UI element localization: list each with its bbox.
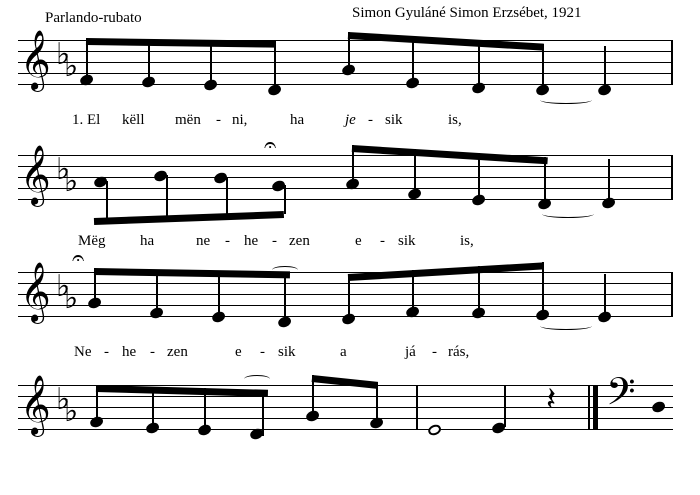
lyric-syllable: Mëg xyxy=(78,233,106,249)
barline-final-thin xyxy=(588,385,590,430)
lyric-syllable: sik xyxy=(385,112,403,128)
key-signature-flat-2: ♭ xyxy=(64,164,79,199)
lyric-syllable: is, xyxy=(460,233,474,249)
staff-lines-4 xyxy=(18,382,673,433)
lyric-syllable: ni, xyxy=(232,112,248,128)
lyric-hyphen: - xyxy=(272,233,277,249)
barline-measure xyxy=(416,385,418,430)
lyric-hyphen: - xyxy=(380,233,385,249)
phrase-slur xyxy=(244,375,270,383)
key-signature-flat-1: ♭ xyxy=(56,269,71,304)
key-signature-flat-1: ♭ xyxy=(56,152,71,187)
staff-lines-1 xyxy=(18,37,673,88)
lyric-syllable: rás, xyxy=(448,344,470,360)
stem xyxy=(274,42,276,90)
slur xyxy=(540,96,592,104)
stem xyxy=(226,177,228,216)
slur xyxy=(542,210,594,218)
key-signature-flat-2: ♭ xyxy=(64,281,79,316)
lyric-syllable: he xyxy=(122,344,137,360)
key-signature-flat-1: ♭ xyxy=(56,37,71,72)
lyric-hyphen: - xyxy=(225,233,230,249)
lyric-syllable: e xyxy=(235,344,242,360)
lyric-syllable: já xyxy=(405,344,416,360)
slur xyxy=(540,322,592,330)
barline-end-2 xyxy=(671,155,673,200)
stem xyxy=(542,262,544,315)
lyric-hyphen: - xyxy=(260,344,265,360)
fermata-icon: 𝄐 xyxy=(72,246,85,271)
staff-system-2 xyxy=(0,133,700,265)
lyric-syllable: ha xyxy=(140,233,155,249)
stem xyxy=(218,272,220,317)
lyric-hyphen: - xyxy=(104,344,109,360)
lyric-syllable: zen xyxy=(289,233,310,249)
lyric-syllable: ha xyxy=(290,112,305,128)
stem xyxy=(284,185,286,214)
fermata-icon: 𝄐 xyxy=(264,133,277,158)
staff-lines-3 xyxy=(18,269,673,320)
lyric-syllable: he xyxy=(244,233,259,249)
lyric-syllable: je xyxy=(345,112,356,128)
lyric-syllable: e xyxy=(355,233,362,249)
stem xyxy=(542,44,544,90)
stem xyxy=(166,175,168,218)
stem xyxy=(284,274,286,322)
staff-lines-2 xyxy=(18,152,673,203)
lyric-syllable: ne xyxy=(196,233,211,249)
beam-1 xyxy=(94,211,284,224)
lyric-hyphen: - xyxy=(150,344,155,360)
key-signature-flat-2: ♭ xyxy=(64,49,79,84)
lyric-hyphen: - xyxy=(368,112,373,128)
barline-end-1 xyxy=(671,40,673,85)
key-signature-flat-2: ♭ xyxy=(64,394,79,429)
lyric-syllable: Ne xyxy=(74,344,92,360)
treble-clef-icon: 𝄞 xyxy=(20,262,51,322)
lyric-syllable: këll xyxy=(122,112,145,128)
lyric-hyphen: - xyxy=(432,344,437,360)
stem xyxy=(106,181,108,223)
lyric-syllable: sik xyxy=(398,233,416,249)
bass-clef-icon: 𝄢 xyxy=(606,369,636,423)
lyric-syllable: sik xyxy=(278,344,296,360)
quarter-rest-icon: 𝄽 xyxy=(546,379,557,418)
stem xyxy=(262,390,264,436)
barline-end-3 xyxy=(671,272,673,317)
staff-system-4 xyxy=(0,369,700,495)
lyric-syllable: mën xyxy=(175,112,201,128)
attribution-line: Simon Gyuláné Simon Erzsébet, 1921 xyxy=(352,5,582,21)
lyric-syllable: a xyxy=(340,344,347,360)
tempo-marking: Parlando-rubato xyxy=(45,10,142,26)
stem xyxy=(504,385,506,427)
lyric-syllable: 1. El xyxy=(72,112,101,128)
staff-system-1 xyxy=(0,30,700,150)
lyric-syllable: zen xyxy=(167,344,188,360)
lyric-hyphen: - xyxy=(216,112,221,128)
treble-clef-icon: 𝄞 xyxy=(20,375,51,435)
staff-system-3 xyxy=(0,246,700,382)
treble-clef-icon: 𝄞 xyxy=(20,145,51,205)
lyric-syllable: is, xyxy=(448,112,462,128)
treble-clef-icon: 𝄞 xyxy=(20,30,51,90)
key-signature-flat-1: ♭ xyxy=(56,382,71,417)
barline-final-thick xyxy=(593,385,598,430)
